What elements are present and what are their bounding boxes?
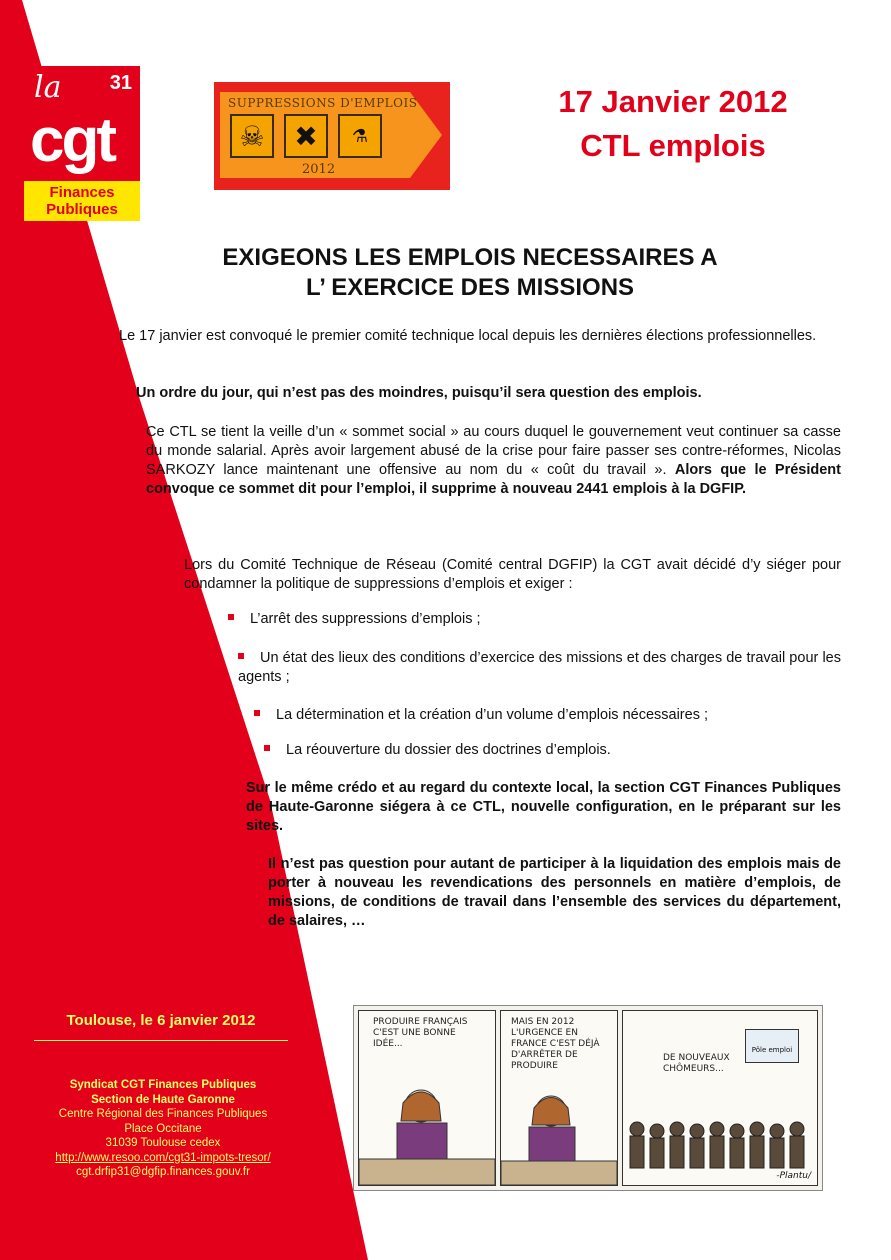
queue-drawing — [623, 1011, 817, 1185]
demands-paragraph: Il n’est pas question pour autant de participer à la liquidation des emplois mais de porter à nouveau les revendications des personnels en matière d’emplois, de missions, de conditions de travail dans l’ensemble des services du département, de salaires, … — [268, 856, 841, 929]
cartoon-panel-1 — [358, 1010, 496, 1186]
context-paragraph — [146, 423, 841, 499]
logo-subtitle — [24, 181, 140, 221]
list-item: Un état des lieux des conditions d’exercice des missions et des charges de travail pour les agents ; — [238, 650, 841, 685]
footer-divider — [34, 1040, 288, 1041]
date-heading — [480, 80, 866, 168]
org-name: Syndicat CGT Finances Publiques — [69, 1079, 257, 1091]
ctl-line: CTL emplois — [580, 128, 766, 163]
woman-drawing — [359, 1011, 495, 1185]
corrosive-hazard-icon: ⚗ — [338, 114, 382, 158]
footer-contact — [22, 1078, 304, 1180]
pole-emploi-sign: Pôle emploi — [745, 1029, 799, 1063]
title-line-1: EXIGEONS LES EMPLOIS NECESSAIRES A — [222, 244, 718, 271]
main-title — [150, 243, 790, 303]
woman-drawing — [501, 1011, 617, 1185]
address-line: Centre Régional des Finances Publiques — [58, 1108, 268, 1120]
banner-top-text: SUPPRESSIONS D'EMPLOIS — [228, 96, 418, 110]
list-item: L’arrêt des suppressions d’emplois ; — [228, 610, 828, 629]
logo-line2: Publiques — [46, 201, 118, 218]
context-text: Ce CTL se tient la veille d’un « sommet social » au cours duquel le gouvernement veut continuer sa casse du monde salarial. Après avoir largement abusé de la crise pour faire passer ses contre-réformes, Nicolas SARKOZY lance maintenant une offensive au nom du « coût du travail ». — [146, 424, 841, 478]
address-line: Place Occitane — [124, 1122, 202, 1135]
address-line: 31039 Toulouse cedex — [105, 1137, 221, 1149]
cartoon-signature: -Plantu/ — [776, 1171, 811, 1181]
footer-date: Toulouse, le 6 janvier 2012 — [66, 1012, 256, 1029]
org-section: Section de Haute Garonne — [91, 1093, 235, 1106]
bullet-icon — [254, 710, 260, 716]
cartoon-panel-3 — [622, 1010, 818, 1186]
bullet-icon — [238, 653, 244, 659]
logo-cgt: cgt — [30, 106, 114, 175]
logo-line1: Finances — [49, 184, 115, 201]
bullet-icon — [264, 745, 270, 751]
job-cuts-banner — [214, 82, 450, 190]
cross-hazard-icon: ✖ — [284, 114, 328, 158]
list-item: La réouverture du dossier des doctrines d’emplois. — [264, 741, 834, 760]
logo-number: 31 — [109, 72, 132, 94]
intro-paragraph: Le 17 janvier est convoqué le premier comité technique local depuis les dernières élections professionnelles. — [119, 328, 817, 344]
logo-la: la — [34, 70, 62, 105]
agenda-paragraph: Un ordre du jour, qui n’est pas des moindres, puisqu’il sera question des emplois. — [136, 385, 702, 401]
banner-year: 2012 — [302, 162, 336, 177]
title-line-2: L’ EXERCICE DES MISSIONS — [305, 274, 635, 301]
speech-bubble-3: DE NOUVEAUX CHÔMEURS... — [663, 1053, 730, 1074]
email-address[interactable]: cgt.drfip31@dgfip.finances.gouv.fr — [76, 1166, 250, 1178]
speech-bubble-2: MAIS EN 2012 L'URGENCE EN FRANCE C'EST DÉJÀ D'ARRÊTER DE PRODUIRE — [511, 1017, 600, 1071]
date-line: 17 Janvier 2012 — [558, 84, 788, 119]
skull-hazard-icon: ☠ — [230, 114, 274, 158]
cartoon-strip — [353, 1005, 823, 1191]
speech-bubble-1: PRODUIRE FRANÇAIS C'EST UNE BONNE IDÉE... — [373, 1017, 468, 1049]
cgt-logo — [24, 66, 140, 221]
bullet-icon — [228, 614, 234, 620]
cartoon-panel-2 — [500, 1010, 618, 1186]
website-link[interactable]: http://www.resoo.com/cgt31-impots-tresor/ — [55, 1151, 271, 1164]
context-bold-text: Alors que le Président convoque ce sommet dit pour l’emploi, il supprime à nouveau 2441 emplois à la DGFIP. — [146, 462, 841, 497]
ctr-paragraph: Lors du Comité Technique de Réseau (Comité central DGFIP) la CGT avait décidé d’y siéger pour condamner la politique de suppressions d’emplois et exiger : — [184, 557, 841, 592]
list-item: La détermination et la création d’un volume d’emplois nécessaires ; — [254, 706, 834, 725]
local-section-paragraph: Sur le même crédo et au regard du contexte local, la section CGT Finances Publiques de Haute-Garonne siégera à ce CTL, nouvelle configuration, en le préparant sur les sites. — [246, 780, 841, 834]
